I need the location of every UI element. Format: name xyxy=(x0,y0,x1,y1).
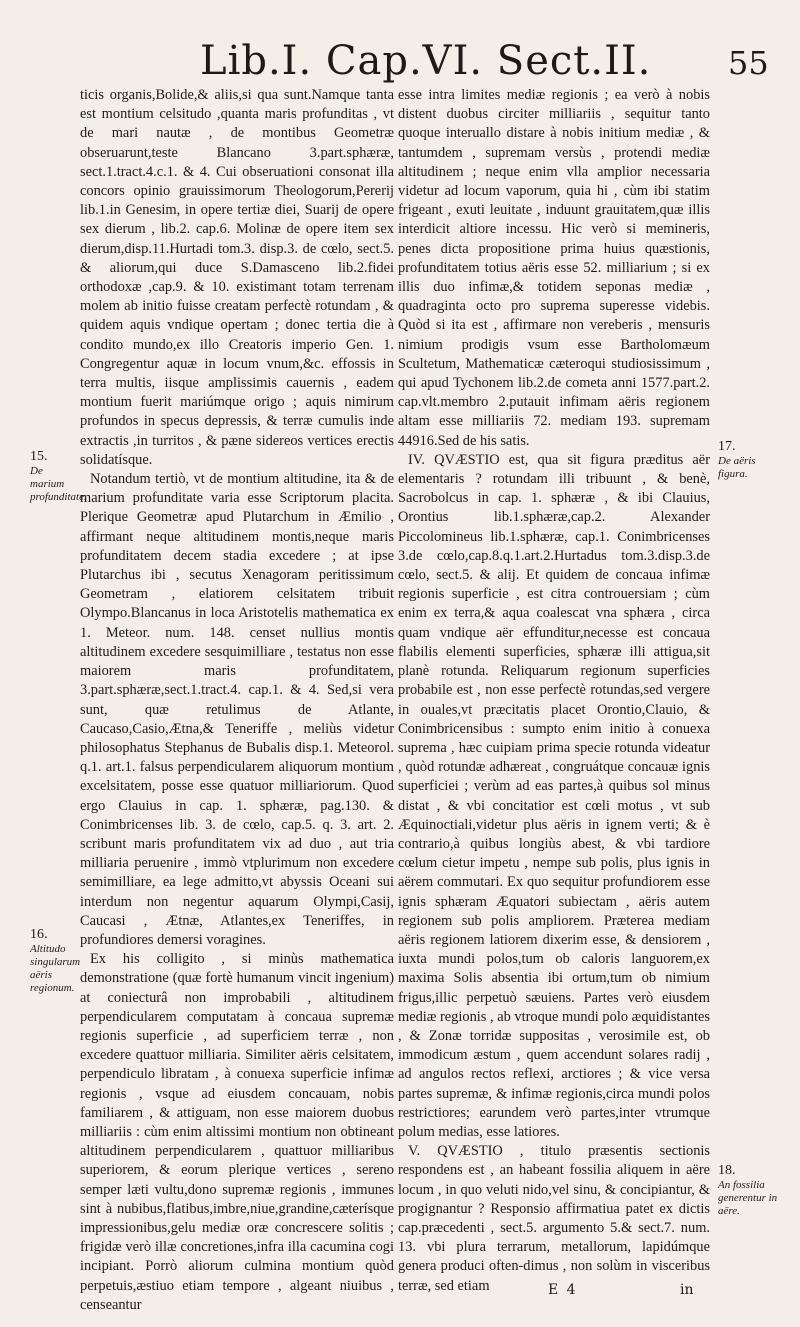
margin-note-text: An fossilia generentur in aëre. xyxy=(718,1179,778,1217)
margin-note-text: De aëris figura. xyxy=(718,455,756,480)
margin-note-15 xyxy=(30,449,87,504)
margin-note-number: 18. xyxy=(718,1163,736,1178)
margin-note-text: De marium profunditate. xyxy=(30,465,87,503)
left-column xyxy=(80,86,394,1315)
left-paragraph-1: ticis organis,Bolide,& aliis,si qua sunt.Namque tanta est montium celsitudo ,quanta maris profunditas , vt de mari nautæ , de montibus Geometræ obseruarunt,teste Blancano 3.part.sphæræ, sect.1.tract.4.c.1. & 4. Cui obseruationi consonat illa concors opinio grauissimorum Theologorum,Pererij lib.1.in Genesim, in opere tertiæ diei, Suarij de opere sex dierum , lib.2. cap.6. Molinæ de opere item sex dierum,disp.11.Hurtadi tom.3. disp.3. de cœlo, sect.5. & aliorum,qui duce S.Damasceno lib.2.fidei orthodoxæ ,cap.9. & 10. existimant totam terrenam molem ab initio fuisse creatam perfectè rotundam , & quidem aquis vndique opertam ; donec tertia die à condito mundo,ex illo Creatoris imperio Gen. 1. Congregentur aquæ in locum vnum,&c. effossis in terra multis, iisque amplissimis cauernis , eadem montium fuerit mariúmque origo ; aquis nimirum profundos in specus depressis, & terræ cumulis inde extractis ,in turritos , & pæne sidereos vertices erectis solidatísque. xyxy=(80,87,394,468)
left-paragraph-2: Notandum tertiò, vt de montium altitudine, ita & de marium profunditate varia esse Scriptorum placita. Plerique Geometræ apud Plutarchum in Æmilio , affirmant neque altitudinem montis,neque maris profunditatem decem stadia excedere ; at ipse Plutarchus ibi , secutus Xenagoram peritissimum Geometram , elatiorem celsitatem tribuit Olympo.Blancanus in loca Aristotelis mathematica ex 1. Meteor. num. 148. censet nullius montis altitudinem excedere sesquimilliare , testatus non esse maiorem maris profunditatem, 3.part.sphæræ,sect.1.tract.4. cap.1. & 4. Sed,si vera sunt, quæ retulimus de Atlante, Caucaso,Casio,Ætna,& Teneriffe , meliùs videtur philosophatus Stephanus de Bubalis disp.1. Meteorol. q.1. art.1. falsus perpendicularem aliquorum montium excelsitatem, posse esse quatuor milliariorum. Quod ergo Clauius in cap. 1. sphæræ, pag.130. & Conimbricenses lib. 3. de cœlo, cap.5. q. 3. art. 2. scribunt maris profunditatem vix ad duo , aut tria milliaria peruenire , immò vtplurimum non excedere semimilliare, ea lege admitto,vt abyssis Oceani sui interdum non negentur aquarum Olympi,Casij, Caucasi , Ætnæ, Atlantes,ex Teneriffes, in profundiores demersi voragines. xyxy=(80,471,394,948)
right-paragraph-1: esse intra limites mediæ regionis ; ea verò à nobis distent duobus circiter milliariis , sequitur tanto quoque interuallo distare à nobis initium mediæ , & tantumdem , supremam versùs , protendi mediæ altitudinem ; neque enim vlla amplior necessaria videtur ad locum vaporum, quia hi , cùm ibi statim frigeant , exuti leuitate , induunt grauitatem,quæ illis interdicit altiore incessu. Hic verò si memineris, penes dicta propositione prima huius quæstionis, profunditatem totius aëris esse 52. milliarium ; si ex illis duo infimæ,& totidem seponas mediæ , quadraginta octo pro suprema superesse videbis. Quòd si ita est , affirmare non vereberis , mensuris nimium prodigis vsum esse Bartholomæum Scultetum, Mathematicæ cæteroqui studiosissimum , qui apud Tychonem lib.2.de cometa anni 1577.part.2. cap.vlt.membro 2.putauit infimam aëris regionem altam esse milliariis 72. mediam 193. supremam 44916.Sed de his satis. xyxy=(398,87,710,449)
signature-mark: E 4 xyxy=(548,1282,578,1298)
margin-note-number: 15. xyxy=(30,449,48,464)
right-paragraph-2: IV. QVÆSTIO est, qua sit figura præditus aër elementaris ? rotundam illi tribuunt , & benè, Sacrobolcus in cap. 1. sphæræ , & ibi Clauius, Orontius lib.1.sphæræ,cap.2. Alexander Piccolomineus lib.1.sphæræ, cap.1. Conimbricenses 3.de cœlo,cap.8.q.1.art.2.Hurtadus tom.3.disp.3.de cœlo, sect.5. & alij. Et quidem de concaua infimæ regionis superficie , est citra controuersiam ; cùm enim ex terra,& aqua coalescat vna sphæra , circa quam vndique aër effunditur,necesse est concaua flabilis elementi superficies, sphæræ illi attigua,sit planè rotunda. Reliquarum regionum superficies probabile est , non esse perfectè rotundas,sed vergere in ouales,vt præcitatis placet Orontio,Clauio, & Conimbricensibus : sumpto enim initio à conuexa suprema , hæc cuipiam prima specie rotunda videatur , quòd rotundæ adhæreat , congruátque concauæ ignis superficiei ; verùm ad eas partes,à quibus sol minus distat , & vbi concitatior est cœli motus , vt sub Æquinoctiali,videtur plus aëris in ignem verti; & è contrario,à quibus longiùs abest, & vbi tardiore cœlum cietur impetu , nempe sub polis, plus ignis in aërem commutari. Ex quo sequitur profundiorem esse ignis sphæram Æquatori subiectam , aëris autem regionem sub polis ampliorem. Præterea mediam aëris regionem latiorem dixerim esse, & densiorem , iuxta mundi polos,tum ob caloris languorem,ex maxima Solis absentia ibi ortum,tum ob nimium frigus,illic perpetuò sæuiens. Partes verò eiusdem mediæ regionis , ab vtroque mundi polo æquidistantes , & Zonæ torridæ suppositas , verosimile est, ob immodicum æstum , quem accendunt solares radij , ad angulos rectos reflexi, arctiores ; & vice versa partes supremæ, & infimæ regionis,circa mundi polos restrictiores; earundem verò partes,inter vtrumque polum medias, esse latiores. xyxy=(398,451,710,1140)
page-title: Lib.I. Cap.VI. Sect.II. xyxy=(200,38,652,84)
margin-note-text: Altitudo singularum aëris regionum. xyxy=(30,943,81,994)
margin-note-18 xyxy=(718,1164,778,1218)
catchword: in xyxy=(680,1282,694,1298)
margin-note-number: 17. xyxy=(718,439,736,454)
margin-note-17 xyxy=(718,440,774,481)
left-paragraph-3: Ex his colligito , si minùs mathematica demonstratione (quæ fortè humanum vincit ingenium) at coniecturâ non improbabili , altitudinem perpendicularem computatam à concaua supremæ regionis superficie , ad superficiem terræ , non excedere quattuor milliaria. Similiter aëris celsitatem, perpendiculo libratam , à conuexa superficie infimæ regionis , vsque ad eiusdem concauam, nobis familiarem , & attiguam, non esse maiorem duobus milliariis : cùm enim altissimi montium non obtineant altitudinem perpendicularem , quattuor milliaribus superiorem, & eorum plerique vertices , sereno semper læti vultu,dono supremæ regionis , immunes sint à nubibus,flatibus,imbre,niue,grandine,cæterísque impressionibus,gelu mediæ oræ concrescere solitis ; frigidæ verò illæ concretiones,infra illa cacumina cogi incipiant. Porrò aliorum culmina montium quòd perpetuis,æstiuo etiam tempore , algeant niuibus , censeantur xyxy=(80,951,394,1313)
margin-note-16 xyxy=(30,927,81,995)
right-column xyxy=(398,86,710,1296)
right-paragraph-3: V. QVÆSTIO , titulo præsentis sectionis respondens est , an habeant fossilia aliquem in aëre locum , in quo veluti nido,vel sinu, & concipiantur, & progignantur ? Responsio affirmatiua patet ex dictis cap.præcedenti , sect.5. argumento 5.& sect.7. num. 13. vbi plura terrarum, metallorum, lapidúmque genera produci often-dimus , non solùm in visceribus terræ, sed etiam xyxy=(398,1143,710,1294)
page-number: 55 xyxy=(728,44,769,82)
margin-note-number: 16. xyxy=(30,927,48,942)
